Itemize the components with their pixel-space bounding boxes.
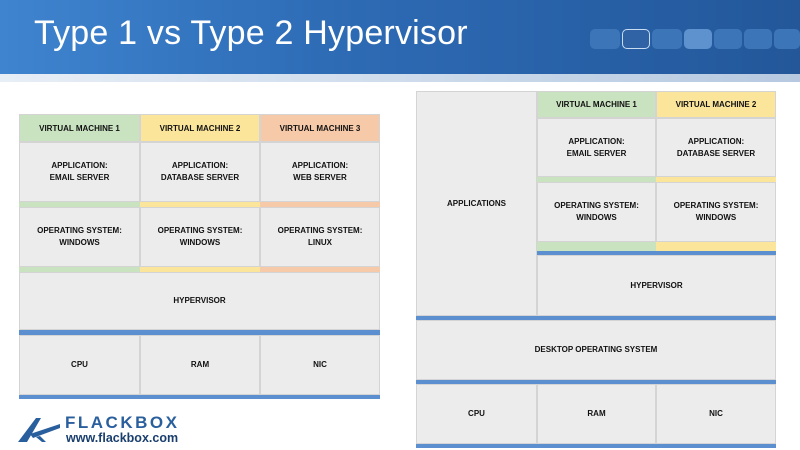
banner-decoration — [684, 29, 712, 49]
type2-ram: RAM — [537, 384, 656, 444]
type2-vm1-header: VIRTUAL MACHINE 1 — [537, 91, 656, 118]
type1-nic: NIC — [260, 335, 380, 395]
type2-applications: APPLICATIONS — [416, 91, 537, 316]
banner-decoration — [714, 29, 742, 49]
banner-decoration — [652, 29, 682, 49]
type1-vm1-application: APPLICATION: EMAIL SERVER — [19, 142, 140, 202]
type1-vm2-header: VIRTUAL MACHINE 2 — [140, 114, 260, 142]
type1-vm1-os: OPERATING SYSTEM: WINDOWS — [19, 207, 140, 267]
type1-vm1-header: VIRTUAL MACHINE 1 — [19, 114, 140, 142]
type2-vm2-os: OPERATING SYSTEM: WINDOWS — [656, 182, 776, 242]
type1-bottom-divider — [19, 395, 380, 399]
type1-vm2-application: APPLICATION: DATABASE SERVER — [140, 142, 260, 202]
type1-vm3-header: VIRTUAL MACHINE 3 — [260, 114, 380, 142]
type2-vm2-footer — [656, 242, 776, 251]
type2-desktop-os: DESKTOP OPERATING SYSTEM — [416, 320, 776, 380]
type1-hypervisor: HYPERVISOR — [19, 272, 380, 330]
type2-vm1-footer — [537, 242, 656, 251]
banner-decoration — [622, 29, 650, 49]
banner-decoration — [590, 29, 620, 49]
type2-vm2-application: APPLICATION: DATABASE SERVER — [656, 118, 776, 177]
banner-underline — [0, 74, 800, 82]
brand-wordmark: FLACKBOX — [65, 413, 180, 432]
brand-url: www.flackbox.com — [66, 431, 179, 445]
type1-cpu: CPU — [19, 335, 140, 395]
type2-vm1-os: OPERATING SYSTEM: WINDOWS — [537, 182, 656, 242]
type1-vm3-application: APPLICATION: WEB SERVER — [260, 142, 380, 202]
banner-decoration — [774, 29, 800, 49]
type2-nic: NIC — [656, 384, 776, 444]
type1-vm3-os: OPERATING SYSTEM: LINUX — [260, 207, 380, 267]
banner-decoration — [744, 29, 772, 49]
slide-title: Type 1 vs Type 2 Hypervisor — [34, 14, 468, 52]
type2-vm1-application: APPLICATION: EMAIL SERVER — [537, 118, 656, 177]
type2-cpu: CPU — [416, 384, 537, 444]
airplane-icon — [16, 414, 62, 449]
type1-ram: RAM — [140, 335, 260, 395]
type2-vm2-header: VIRTUAL MACHINE 2 — [656, 91, 776, 118]
type1-vm2-os: OPERATING SYSTEM: WINDOWS — [140, 207, 260, 267]
title-banner — [0, 0, 800, 74]
type2-hypervisor: HYPERVISOR — [537, 255, 776, 316]
type2-bottom-divider — [416, 444, 776, 448]
